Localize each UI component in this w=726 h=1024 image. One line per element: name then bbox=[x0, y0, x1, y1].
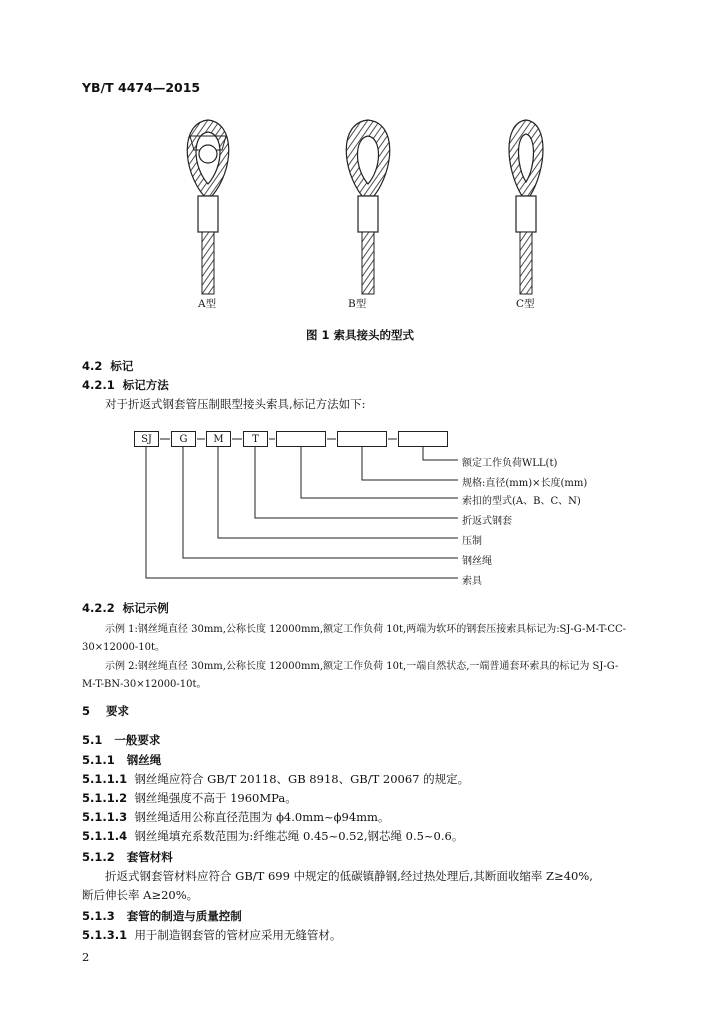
legend-wire-rope: 钢丝绳 bbox=[462, 556, 492, 567]
example-1-line-2: 30×12000-10t。 bbox=[82, 642, 166, 653]
example-2-line-2: M-T-BN-30×12000-10t。 bbox=[82, 679, 207, 690]
section-4-2-1-heading: 4.2.1 标记方法 bbox=[82, 378, 169, 392]
legend-pressed: 压制 bbox=[462, 536, 482, 547]
clause-5-1-1-2: 5.1.1.2 钢丝绳强度不高于 1960MPa。 bbox=[82, 791, 297, 805]
figure-label-a: A型 bbox=[198, 298, 217, 310]
document-code-header: YB/T 4474—2015 bbox=[82, 80, 201, 95]
section-4-2-1-text: 对于折返式钢套管压制眼型接头索具,标记方法如下: bbox=[105, 397, 366, 411]
marking-box-sj: SJ bbox=[134, 431, 159, 447]
section-5-1-3-heading: 5.1.3 套管的制造与质量控制 bbox=[82, 909, 242, 923]
section-5-1-1-heading: 5.1.1 钢丝绳 bbox=[82, 753, 162, 767]
section-5-1-2-text-line-2: 断后伸长率 A≥20%。 bbox=[82, 888, 199, 902]
marking-box-t: T bbox=[243, 431, 268, 447]
legend-eye-type: 索扣的型式(A、B、C、N) bbox=[462, 496, 581, 507]
clause-5-1-1-3: 5.1.1.3 钢丝绳适用公称直径范围为 ϕ4.0mm~ϕ94mm。 bbox=[82, 810, 390, 824]
clause-5-1-1-4: 5.1.1.4 钢丝绳填充系数范围为:纤维芯绳 0.45~0.52,钢芯绳 0.5~0.6。 bbox=[82, 829, 464, 843]
marking-box-g: G bbox=[171, 431, 196, 447]
example-1-line-1: 示例 1:钢丝绳直径 30mm,公称长度 12000mm,额定工作负荷 10t,两端为软环的钢套压接索具标记为:SJ-G-M-T-CC- bbox=[105, 624, 627, 635]
figure-1-caption: 图 1 索具接头的型式 bbox=[306, 328, 415, 342]
marking-box-m: M bbox=[206, 431, 231, 447]
section-4-2-2-heading: 4.2.2 标记示例 bbox=[82, 601, 169, 615]
section-5-1-2-text-line-1: 折返式钢套管材料应符合 GB/T 699 中规定的低碳镇静钢,经过热处理后,其断面收缩率 Z≥40%, bbox=[105, 869, 593, 883]
section-5-1-2-heading: 5.1.2 套管材料 bbox=[82, 850, 173, 864]
clause-5-1-3-1: 5.1.3.1 用于制造钢套管的管材应采用无缝管材。 bbox=[82, 928, 342, 942]
figure-label-c: C型 bbox=[516, 298, 535, 310]
example-2-line-1: 示例 2:钢丝绳直径 30mm,公称长度 12000mm,额定工作负荷 10t,一端自然状态,一端普通套环索具的标记为 SJ-G- bbox=[105, 661, 619, 672]
section-4-2-heading: 4.2 标记 bbox=[82, 359, 134, 373]
legend-sling: 索具 bbox=[462, 576, 482, 587]
section-5-heading: 5 要求 bbox=[82, 704, 130, 718]
page-number: 2 bbox=[82, 950, 90, 964]
legend-size: 规格:直径(mm)×长度(mm) bbox=[462, 478, 588, 489]
legend-folded-sleeve: 折返式钢套 bbox=[462, 516, 512, 527]
figure-label-b: B型 bbox=[348, 298, 367, 310]
section-5-1-heading: 5.1 一般要求 bbox=[82, 733, 161, 747]
legend-wll: 额定工作负荷WLL(t) bbox=[462, 458, 558, 469]
clause-5-1-1-1: 5.1.1.1 钢丝绳应符合 GB/T 20118、GB 8918、GB/T 20067 的规定。 bbox=[82, 772, 470, 786]
